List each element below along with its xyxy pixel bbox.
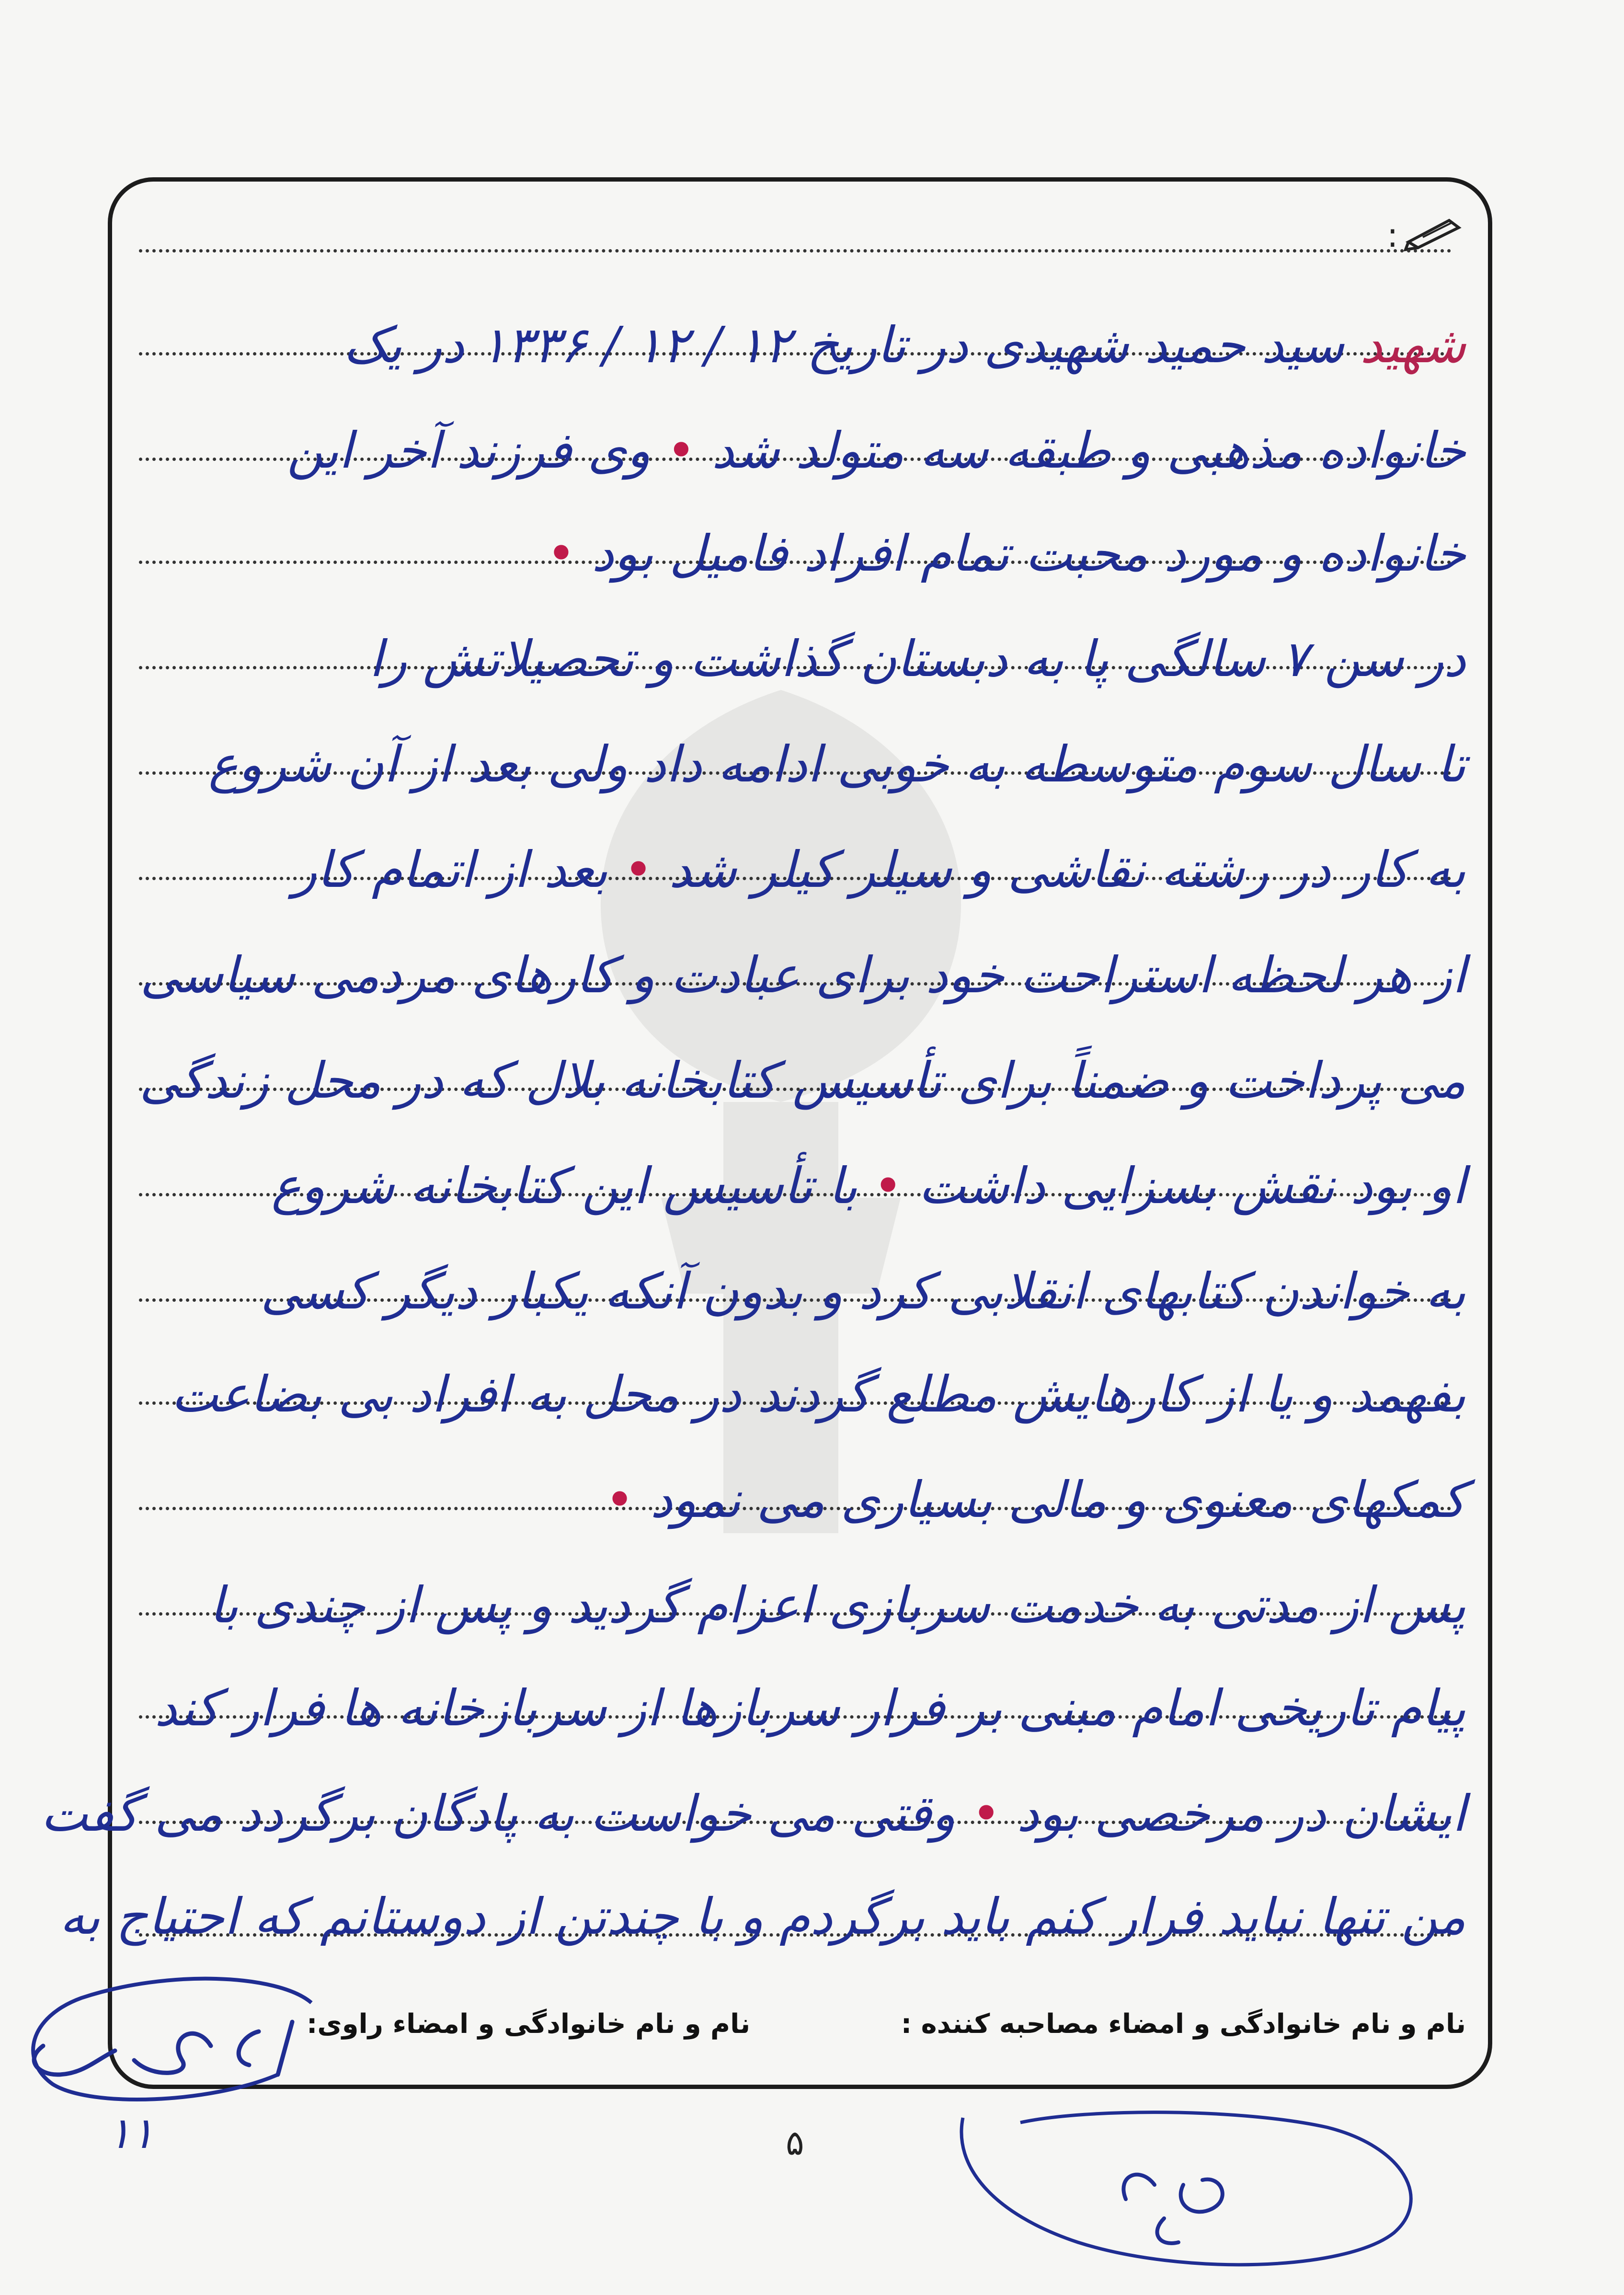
margin-mark: ۱۱ xyxy=(108,2108,154,2158)
interviewer-signature-label: نام و نام خانوادگی و امضاء مصاحبه کننده : xyxy=(901,2008,1466,2040)
handwritten-line: خانواده مذهبی و طبقه سه متولد شد • وی فرزند آخر این xyxy=(286,421,1466,480)
interviewer-signature xyxy=(934,2089,1432,2281)
handwritten-line: ایشان در مرخصی بود • وقتی می خواست به پادگان برگردد می گفت xyxy=(41,1784,1466,1843)
handwritten-line: او بود نقش بسزایی داشت • با تأسیس این کتابخانه شروع xyxy=(271,1157,1466,1215)
handwritten-line: پیام تاریخی امام مبنی بر فرار سربازها از سربازخانه ها فرار کند xyxy=(154,1679,1466,1737)
handwritten-line: در سن ۷ سالگی پا به دبستان گذاشت و تحصیلاتش را xyxy=(369,630,1466,688)
handwritten-line: خانواده و مورد محبت تمام افراد فامیل بود • xyxy=(546,524,1466,583)
handwritten-line: شهید سید حمید شهیدی در تاریخ ۱۲ / ۱۲ / ۱۳۳۶ در یک xyxy=(343,316,1466,374)
pen-icon xyxy=(1404,213,1466,252)
handwritten-line: بفهمد و یا از کارهایش مطلع گردند در محل به افراد بی بضاعت xyxy=(171,1365,1466,1423)
narrator-signature-label: نام و نام خانوادگی و امضاء راوی: xyxy=(307,2008,751,2040)
page-number: ۵ xyxy=(786,2123,804,2163)
handwritten-line: به خواندن کتابهای انقلابی کرد و بدون آنکه یکبار دیگر کسی xyxy=(260,1262,1466,1320)
handwritten-line: از هر لحظه استراحت خود برای عبادت و کارهای مردمی سیاسی xyxy=(140,946,1466,1004)
handwritten-line: به کار در رشته نقاشی و سیلر کیلر شد • بعد از اتمام کار xyxy=(293,840,1466,899)
handwritten-line: می پرداخت و ضمناً برای تأسیس کتابخانه بلال که در محل زندگی xyxy=(139,1051,1466,1110)
pen-prefix-colon: : xyxy=(1387,216,1398,255)
handwritten-line: کمکهای معنوی و مالی بسیاری می نمود • xyxy=(605,1470,1466,1529)
martyr-title: شهید xyxy=(1360,316,1466,374)
handwritten-line: من تنها نباید فرار کنم باید برگردم و با چندتن از دوستانم که احتیاج به xyxy=(59,1887,1466,1946)
narrator-signature xyxy=(10,1964,326,2108)
rule-line xyxy=(139,249,1452,252)
handwritten-line: پس از مدتی به خدمت سربازی اعزام گردید و پس از چندی با xyxy=(209,1576,1466,1634)
handwritten-line: تا سال سوم متوسطه به خوبی ادامه داد ولی بعد از آن شروع xyxy=(208,735,1466,793)
